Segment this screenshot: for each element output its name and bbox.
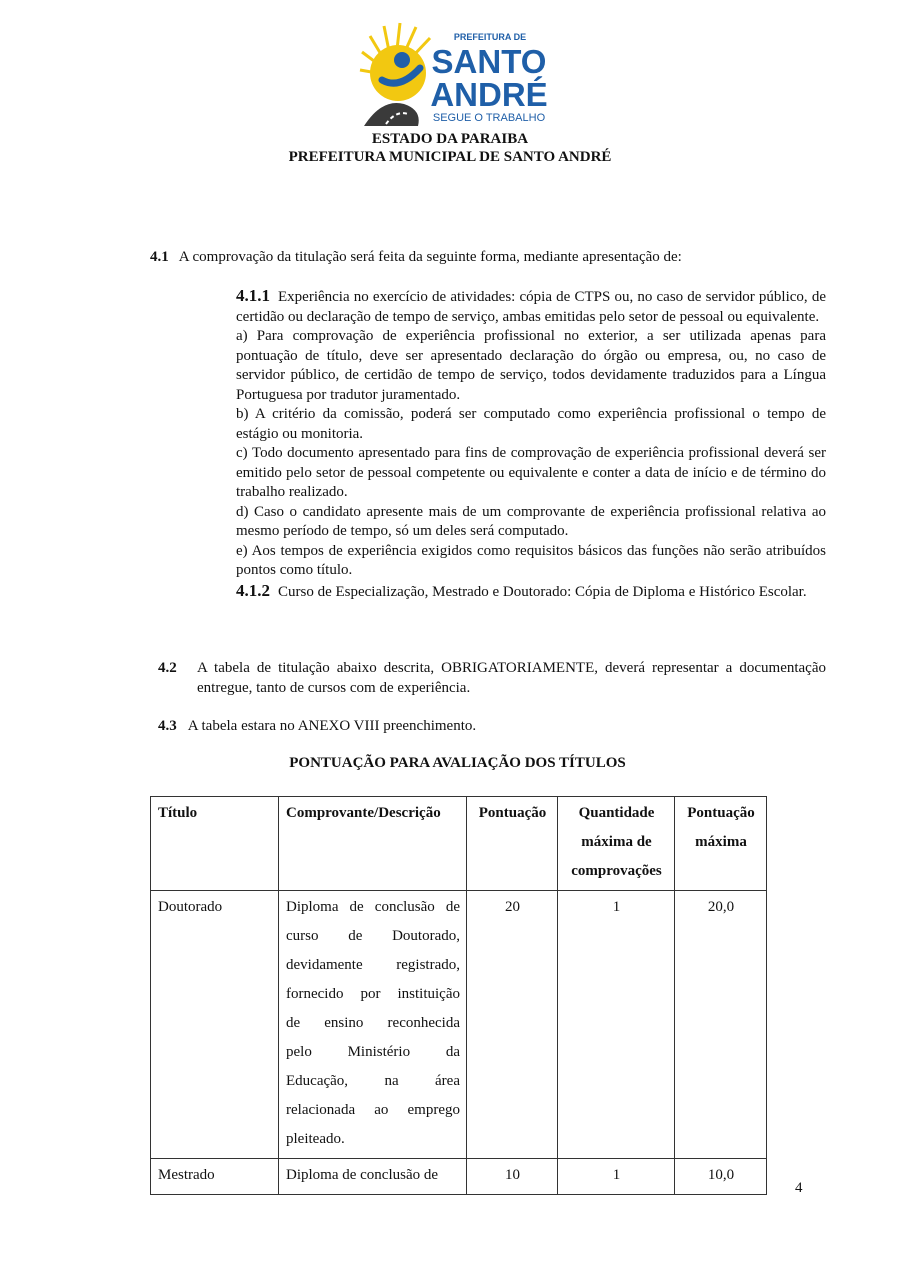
header-quantidade-line: Quantidade bbox=[578, 805, 655, 821]
logo-line2: SANTO bbox=[431, 43, 547, 80]
descricao-line: pleiteado. bbox=[286, 1131, 345, 1147]
cell-titulo: Doutorado bbox=[151, 891, 279, 1159]
descricao-line: curso de Doutorado, bbox=[286, 928, 460, 944]
cell-descricao bbox=[279, 891, 467, 1159]
section-text: A comprovação da titulação será feita da seguinte forma, mediante apresentação de: bbox=[178, 249, 682, 265]
section-text: A tabela de titulação abaixo descrita, OBRIGATORIAMENTE, deverá representar a documentação entregue, tanto de cursos com de experiência. bbox=[197, 660, 826, 696]
section-text: Curso de Especialização, Mestrado e Doutorado: Cópia de Diploma e Histórico Escolar. bbox=[278, 583, 807, 600]
header-titulo: Título bbox=[151, 797, 279, 891]
scores-table bbox=[150, 796, 767, 1195]
header-maxima-line: Pontuação bbox=[687, 805, 755, 821]
section-number: 4.3 bbox=[158, 718, 177, 734]
paragraph-4-1-1 bbox=[236, 286, 826, 327]
page-number: 4 bbox=[795, 1180, 803, 1196]
header-quantidade bbox=[558, 797, 675, 891]
header-maxima-line: máxima bbox=[695, 834, 747, 850]
descricao-line: Diploma de conclusão de bbox=[286, 1167, 439, 1183]
section-number: 4.1.1 bbox=[236, 286, 270, 305]
logo-line3: ANDRÉ bbox=[430, 76, 548, 113]
cell-quantidade: 1 bbox=[558, 891, 675, 1159]
table-header-row bbox=[151, 797, 767, 891]
section-4-1 bbox=[150, 248, 830, 268]
descricao-line: de ensino reconhecida bbox=[286, 1015, 460, 1031]
state-heading: ESTADO DA PARAIBA bbox=[371, 131, 529, 147]
list-item-d: d) Caso o candidato apresente mais de um comprovante de experiência profissional relativa ao mesmo período de tempo, só um deles será computado. bbox=[236, 503, 826, 539]
header-quantidade-line: comprovações bbox=[571, 863, 662, 879]
section-4-1-1 bbox=[236, 286, 826, 602]
section-4-2 bbox=[158, 659, 826, 698]
table-row bbox=[151, 1159, 767, 1195]
cell-maxima: 20,0 bbox=[675, 891, 767, 1159]
list-item-c: c) Todo documento apresentado para fins de comprovação de experiência profissional deverá ser emitido pelo setor de pessoal competente ou equivalente e conter a data de início e de término do trabalho realizado. bbox=[236, 445, 826, 500]
santo-andre-logo bbox=[352, 18, 562, 128]
table-row bbox=[151, 891, 767, 1159]
section-text: Experiência no exercício de atividades: cópia de CTPS ou, no caso de servidor público, de certidão ou declaração de tempo de serviço, ambas emitidas pelo setor de pessoal ou equivalente. bbox=[236, 289, 826, 325]
header-quantidade-line: máxima de bbox=[581, 834, 652, 850]
logo-line1: PREFEITURA DE bbox=[453, 32, 527, 42]
list-item-b: b) A critério da comissão, poderá ser computado como experiência profissional o tempo de estágio ou monitoria. bbox=[236, 406, 826, 442]
logo-tagline: SEGUE O TRABALHO bbox=[432, 112, 546, 124]
section-number: 4.1 bbox=[150, 249, 169, 265]
list-item-a: a) Para comprovação de experiência profissional no exterior, a ser utilizada apenas para pontuação de título, deve ser apresentado declaração do órgão ou empresa, ou, no caso de servidor público, de certidão de tempo de serviço, todos devidamente traduzidos para a Língua Portuguesa por tradutor juramentado. bbox=[236, 328, 826, 403]
header-maxima bbox=[675, 797, 767, 891]
cell-pontuacao: 10 bbox=[467, 1159, 558, 1195]
cell-maxima: 10,0 bbox=[675, 1159, 767, 1195]
municipality-heading: PREFEITURA MUNICIPAL DE SANTO ANDRÉ bbox=[288, 149, 612, 165]
list-item-e: e) Aos tempos de experiência exigidos como requisitos básicos das funções não serão atribuídos pontos como título. bbox=[236, 542, 826, 578]
section-number: 4.1.2 bbox=[236, 580, 270, 600]
section-text: A tabela estara no ANEXO VIII preenchimento. bbox=[187, 718, 477, 734]
descricao-line: relacionada ao emprego bbox=[286, 1102, 460, 1118]
cell-pontuacao: 20 bbox=[467, 891, 558, 1159]
section-number: 4.2 bbox=[158, 660, 177, 676]
descricao-line: Diploma de conclusão de bbox=[286, 899, 460, 915]
cell-descricao bbox=[279, 1159, 467, 1195]
descricao-line: pelo Ministério da bbox=[286, 1044, 460, 1060]
cell-quantidade: 1 bbox=[558, 1159, 675, 1195]
descricao-line: devidamente registrado, bbox=[286, 957, 460, 973]
road-icon bbox=[364, 103, 419, 126]
section-4-3 bbox=[158, 717, 826, 737]
header-comprovante: Comprovante/Descrição bbox=[279, 797, 467, 891]
descricao-line: fornecido por instituição bbox=[286, 986, 460, 1002]
paragraph-4-1-2 bbox=[236, 581, 826, 603]
table-title: PONTUAÇÃO PARA AVALIAÇÃO DOS TÍTULOS bbox=[289, 755, 626, 771]
header-pontuacao: Pontuação bbox=[467, 797, 558, 891]
cell-titulo: Mestrado bbox=[151, 1159, 279, 1195]
descricao-line: Educação, na área bbox=[286, 1073, 460, 1089]
